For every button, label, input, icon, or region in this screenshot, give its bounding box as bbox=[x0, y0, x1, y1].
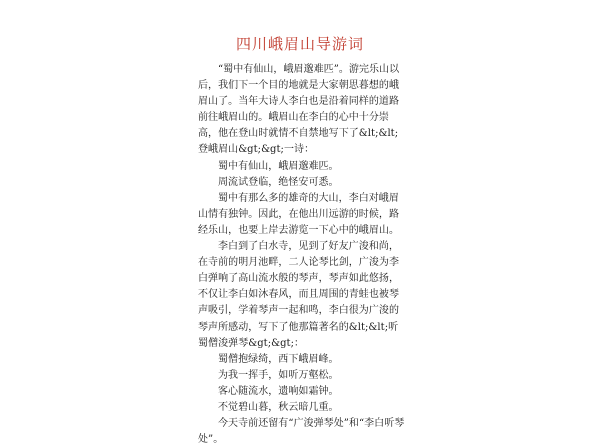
poem-line: 不觉碧山暮，秋云暗几重。 bbox=[218, 401, 339, 413]
paragraph-story: 蜀中有那么多的雄奇的大山，李白对峨眉山情有独钟。因此，在他出川远游的时候，路经乐山，也要上岸去游览一下心中的峨眉山。 bbox=[198, 192, 399, 236]
poem-line: 周流试登临，绝怪安可悉。 bbox=[218, 176, 339, 188]
poem-line: 蜀僧抱绿绮，西下峨眉峰。 bbox=[218, 353, 339, 365]
paragraph-intro: “蜀中有仙山，峨眉邈难匹”。游完乐山以后，我们下一个目的地就是大家朝思暮想的峨眉山了。当年大诗人李白也是沿着同样的道路前往峨眉山的。峨眉山在李白的心中十分崇高，他在登山时就情不自禁地写下了&lt;&lt;登峨眉山&gt;&gt;一诗： bbox=[198, 64, 400, 156]
document-title: 四川峨眉山导游词 bbox=[235, 35, 364, 53]
document-body bbox=[198, 62, 408, 448]
poem-line: 客心随流水，遗响如霜钟。 bbox=[218, 385, 339, 397]
poem-line: 蜀中有仙山，峨眉邈难匹。 bbox=[218, 160, 339, 172]
poem-line: 为我一挥手，如听万壑松。 bbox=[218, 369, 339, 381]
paragraph-story: 李白到了白水寺，见到了好友广浚和尚，在寺前的明月池畔，二人论琴比剑，广浚为李白弹响了高山流水般的琴声，琴声如此悠扬，不仅让李白如沐春风，而且周围的青蛙也被琴声吸引，学着琴声一起和鸣，李白很为广浚的琴声所感动，写下了他那篇著名的&lt;&lt;听蜀僧浚弹琴&gt;&gt;： bbox=[198, 241, 399, 349]
paragraph-closing: 今天寺前还留有“广浚弹琴处”和“李白听琴处”。 bbox=[198, 418, 405, 446]
